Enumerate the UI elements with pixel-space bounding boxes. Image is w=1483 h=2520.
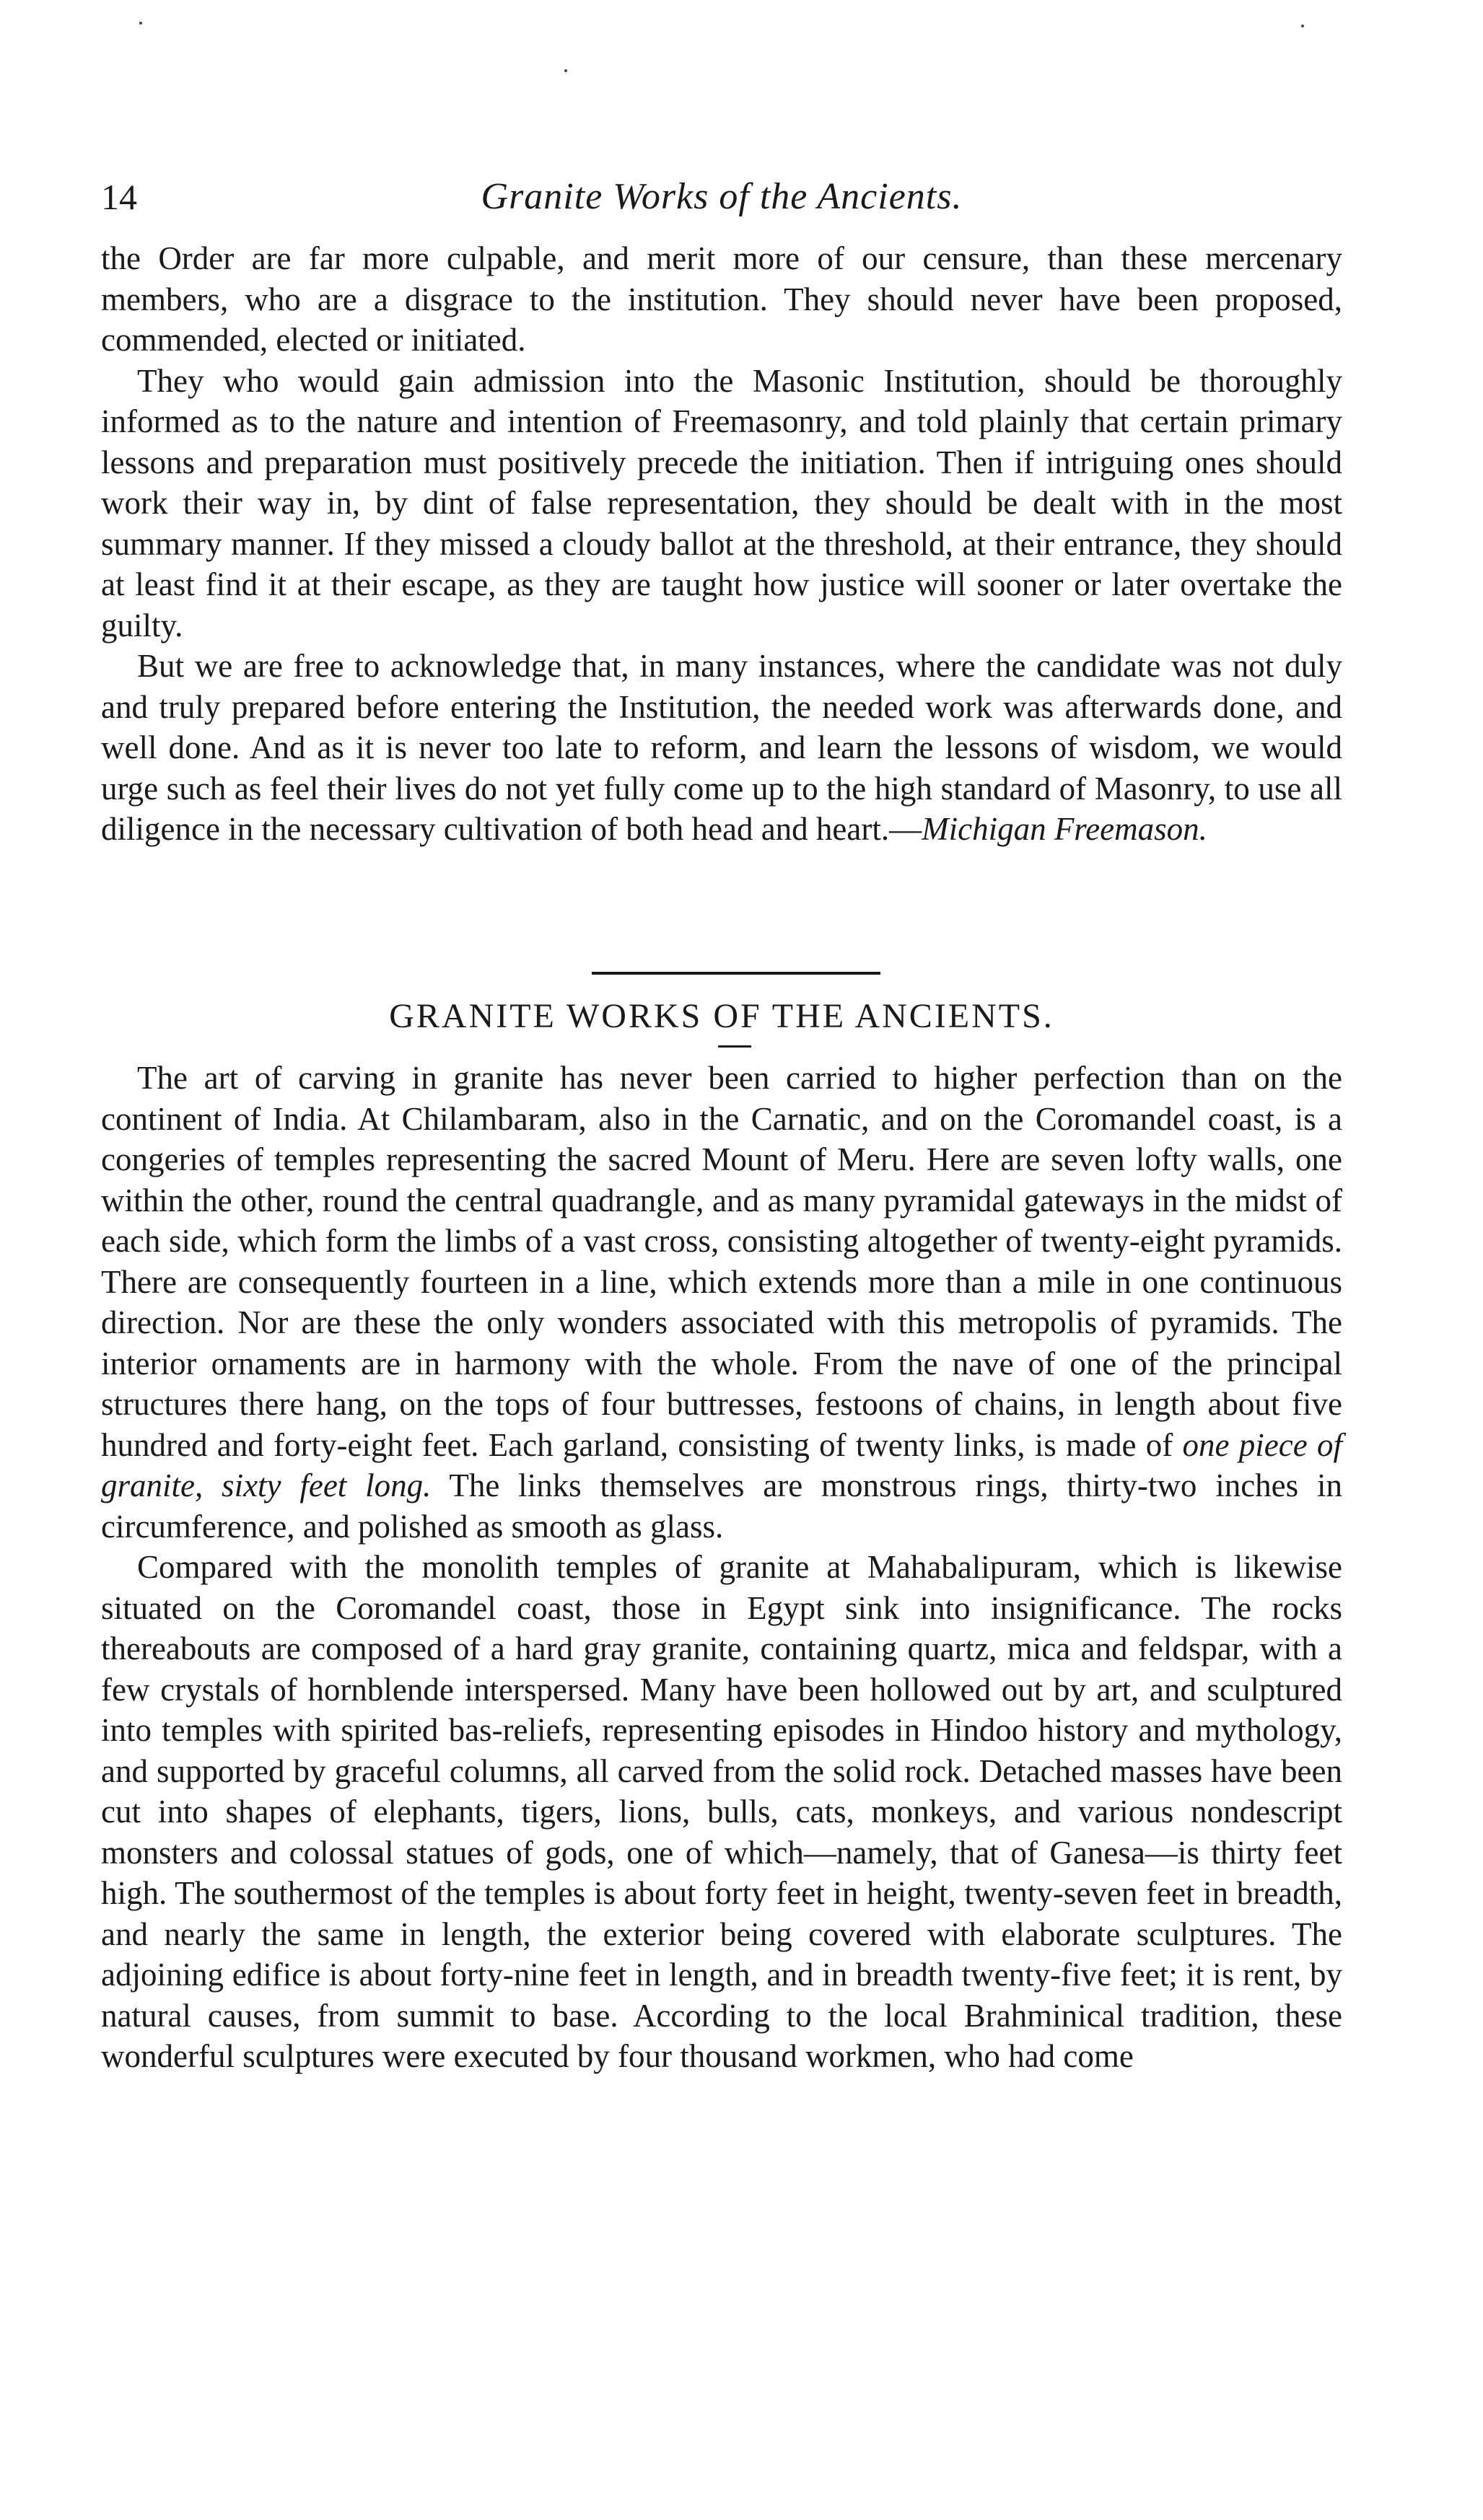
section-divider [592,972,880,975]
running-head [101,172,1342,222]
page-number: 14 [101,177,137,217]
paragraph-reform [101,646,1342,850]
paragraph-india-carving-text-a: The art of carving in granite has never been carried to higher perfection than on the continent of India. At Chilambaram, also in the Carnatic, and on the Coromandel coast, is a congeries of temples representing the sacred Mount of Meru. Here are seven lofty walls, one within the other, round the central quadrangle, and as many pyramidal gateways in the midst of each side, which form the limbs of a vast cross, consisting altogether of twenty-eight pyramids. There are consequently fourteen in a line, which extends more than a mile in one continuous direction. Nor are these the only wonders associated with this metropolis of pyramids. The interior ornaments are in harmony with the whole. From the nave of one of the principal structures there hang, on the tops of four buttresses, festoons of chains, in length about five hundred and forty-eight feet. Each garland, consisting of twenty links, is made of [101,1060,1342,1463]
heading-dash [718,1045,751,1048]
running-title: Granite Works of the Ancients. [481,176,963,217]
paragraph-india-carving [101,1058,1342,1547]
granite-article-body [101,1058,1342,2077]
paragraph-reform-text: But we are free to acknowledge that, in many instances, where the candidate was not duly and truly prepared before entering the Institution, the needed work was afterwards done, and well done. And as it is never too late to reform, and learn the lessons of wisdom, we would urge such as feel their lives do not yet fully come up to the high standard of Masonry, to use all diligence in the necessary cultivation of both head and heart.— [101,648,1342,847]
source-attribution: Michigan Freemason. [922,811,1207,847]
paragraph-mahabalipuram: Compared with the monolith temples of granite at Mahabalipuram, which is likewise situated on the Coromandel coast, those in Egypt sink into insignificance. The rocks thereabouts are composed of a hard gray granite, containing quartz, mica and feldspar, with a few crystals of hornblende interspersed. Many have been hollowed out by art, and sculptured into temples with spirited bas-reliefs, representing episodes in Hindoo history and mythology, and supported by graceful columns, all carved from the solid rock. Detached masses have been cut into shapes of elephants, tigers, lions, bulls, cats, monkeys, and various nondescript monsters and colossal statues of gods, one of which—namely, that of Ganesa—is thirty feet high. The southermost of the temples is about forty feet in height, twenty-seven feet in breadth, and nearly the same in length, the exterior being covered with elaborate sculptures. The adjoining edifice is about forty-nine feet in length, and in breadth twenty-five feet; it is rent, by natural causes, from summit to base. According to the local Brahminical tradition, these wonderful sculptures were executed by four thousand workmen, who had come [101,1549,1342,2074]
paragraph-india-carving-text-b: The links themselves are monstrous rings, thirty-two inches in circumference, and polished as smooth as glass. [101,1467,1342,1545]
paragraph-admission: They who would gain admission into the Masonic Institution, should be thoroughly informed as to the nature and intention of Freemasonry, and told plainly that certain primary lessons and preparation must positively precede the initiation. Then if intriguing ones should work their way in, by dint of false representation, they should be dealt with in the most summary manner. If they missed a cloudy ballot at the threshold, at their entrance, they should at least find it at their escape, as they are taught how justice will sooner or later overtake the guilty. [101,362,1342,644]
continued-article [101,238,1342,850]
paragraph-continued: the Order are far more culpable, and merit more of our censure, than these mercenary members, who are a disgrace to the institution. They should never have been proposed, commended, elected or initiated. [101,240,1342,358]
emphasis-granite-piece: one piece of granite, sixty feet long. [101,1426,1342,1503]
article-heading: GRANITE WORKS OF THE ANCIENTS. [389,997,1054,1035]
